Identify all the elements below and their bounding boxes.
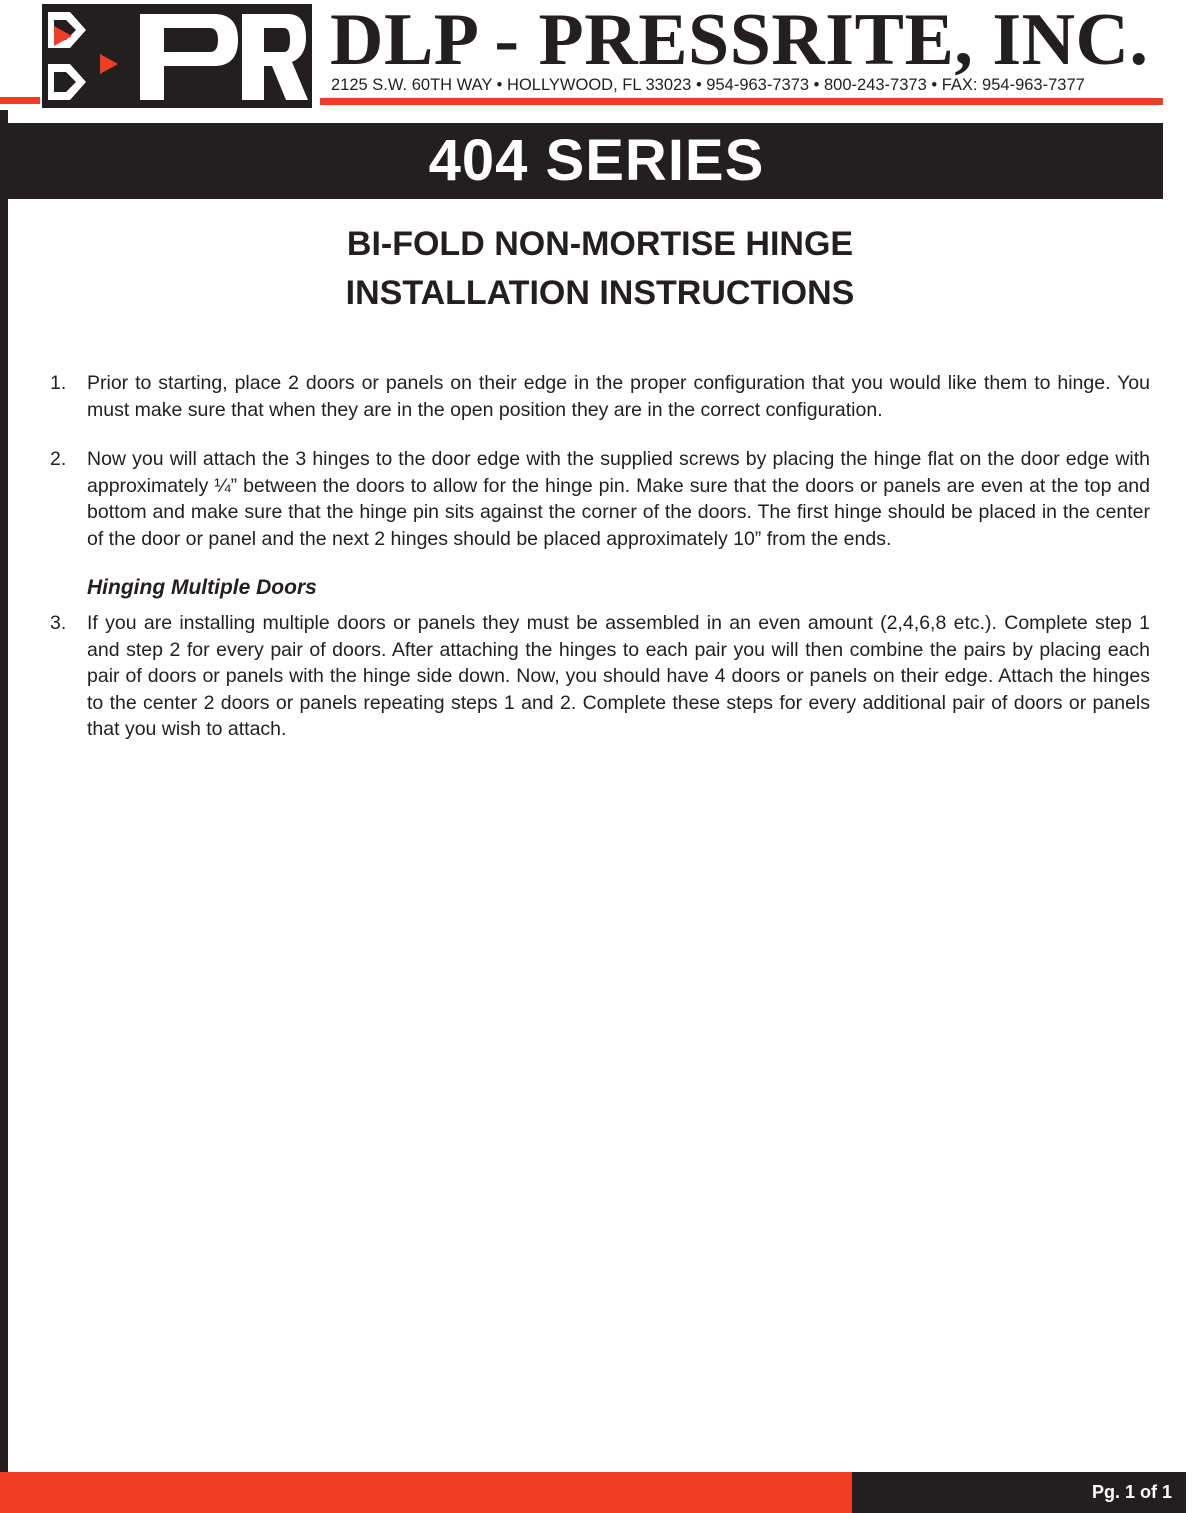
step-text: Now you will attach the 3 hinges to the door edge with the supplied screws by placing the hinge flat on the door edge with approximately ¼” between the doors to allow for the hinge pin. Make sure that the doors or panels are even at the top and bottom and make sure that the hinge pin sits against the corner of the doors. The first hinge should be placed in the center of the door or panel and the next 2 hinges should be placed approximately 10” from the ends. [87,448,1150,550]
header-red-rule [320,98,1163,105]
series-banner [0,123,1163,199]
page-number: Pg. 1 of 1 [1091,1482,1172,1502]
left-margin-rule [0,110,8,1513]
step-3 [50,610,1150,743]
document-title-line-1: BI-FOLD NON-MORTISE HINGE [346,225,854,263]
step-1 [50,370,1150,423]
header-accent-stub [0,97,40,104]
footer-red-bar [0,1472,852,1513]
instruction-steps [50,370,1150,743]
series-title: 404 SERIES [428,128,765,193]
section-subheading: Hinging Multiple Doors [87,576,317,599]
step-text: If you are installing multiple doors or panels they must be assembled in an even amount (2,4,6,8 etc.). Complete step 1 and step 2 for every pair of doors. After attaching the hinges to each pair you will then combine the pairs by placing each pair of doors or panels with the hinge side down. Now, you should have 4 doors or panels on their edge. Attach the hinges to the center 2 doors or panels repeating steps 1 and 2. Complete these steps for every additional pair of doors or panels that you wish to attach. [87,612,1150,740]
step-2 [50,446,1150,552]
step-text: Prior to starting, place 2 doors or panels on their edge in the proper configuration that you would like them to hinge. You must make sure that when they are in the open position they are in the correct configuration. [87,372,1150,421]
footer-dark-bar [852,1472,1186,1513]
company-logo [42,4,312,108]
step-number: 3. [50,612,67,634]
company-name: DLP - PRESSRITE, INC. [330,0,1149,81]
document-title-line-2: INSTALLATION INSTRUCTIONS [345,274,855,312]
company-address: 2125 S.W. 60TH WAY • HOLLYWOOD, FL 33023 • 954-963-7373 • 800-243-7373 • FAX: 954-963-7377 [331,76,1085,94]
step-number: 2. [50,448,67,470]
step-number: 1. [50,372,67,394]
document-title [0,220,1200,318]
